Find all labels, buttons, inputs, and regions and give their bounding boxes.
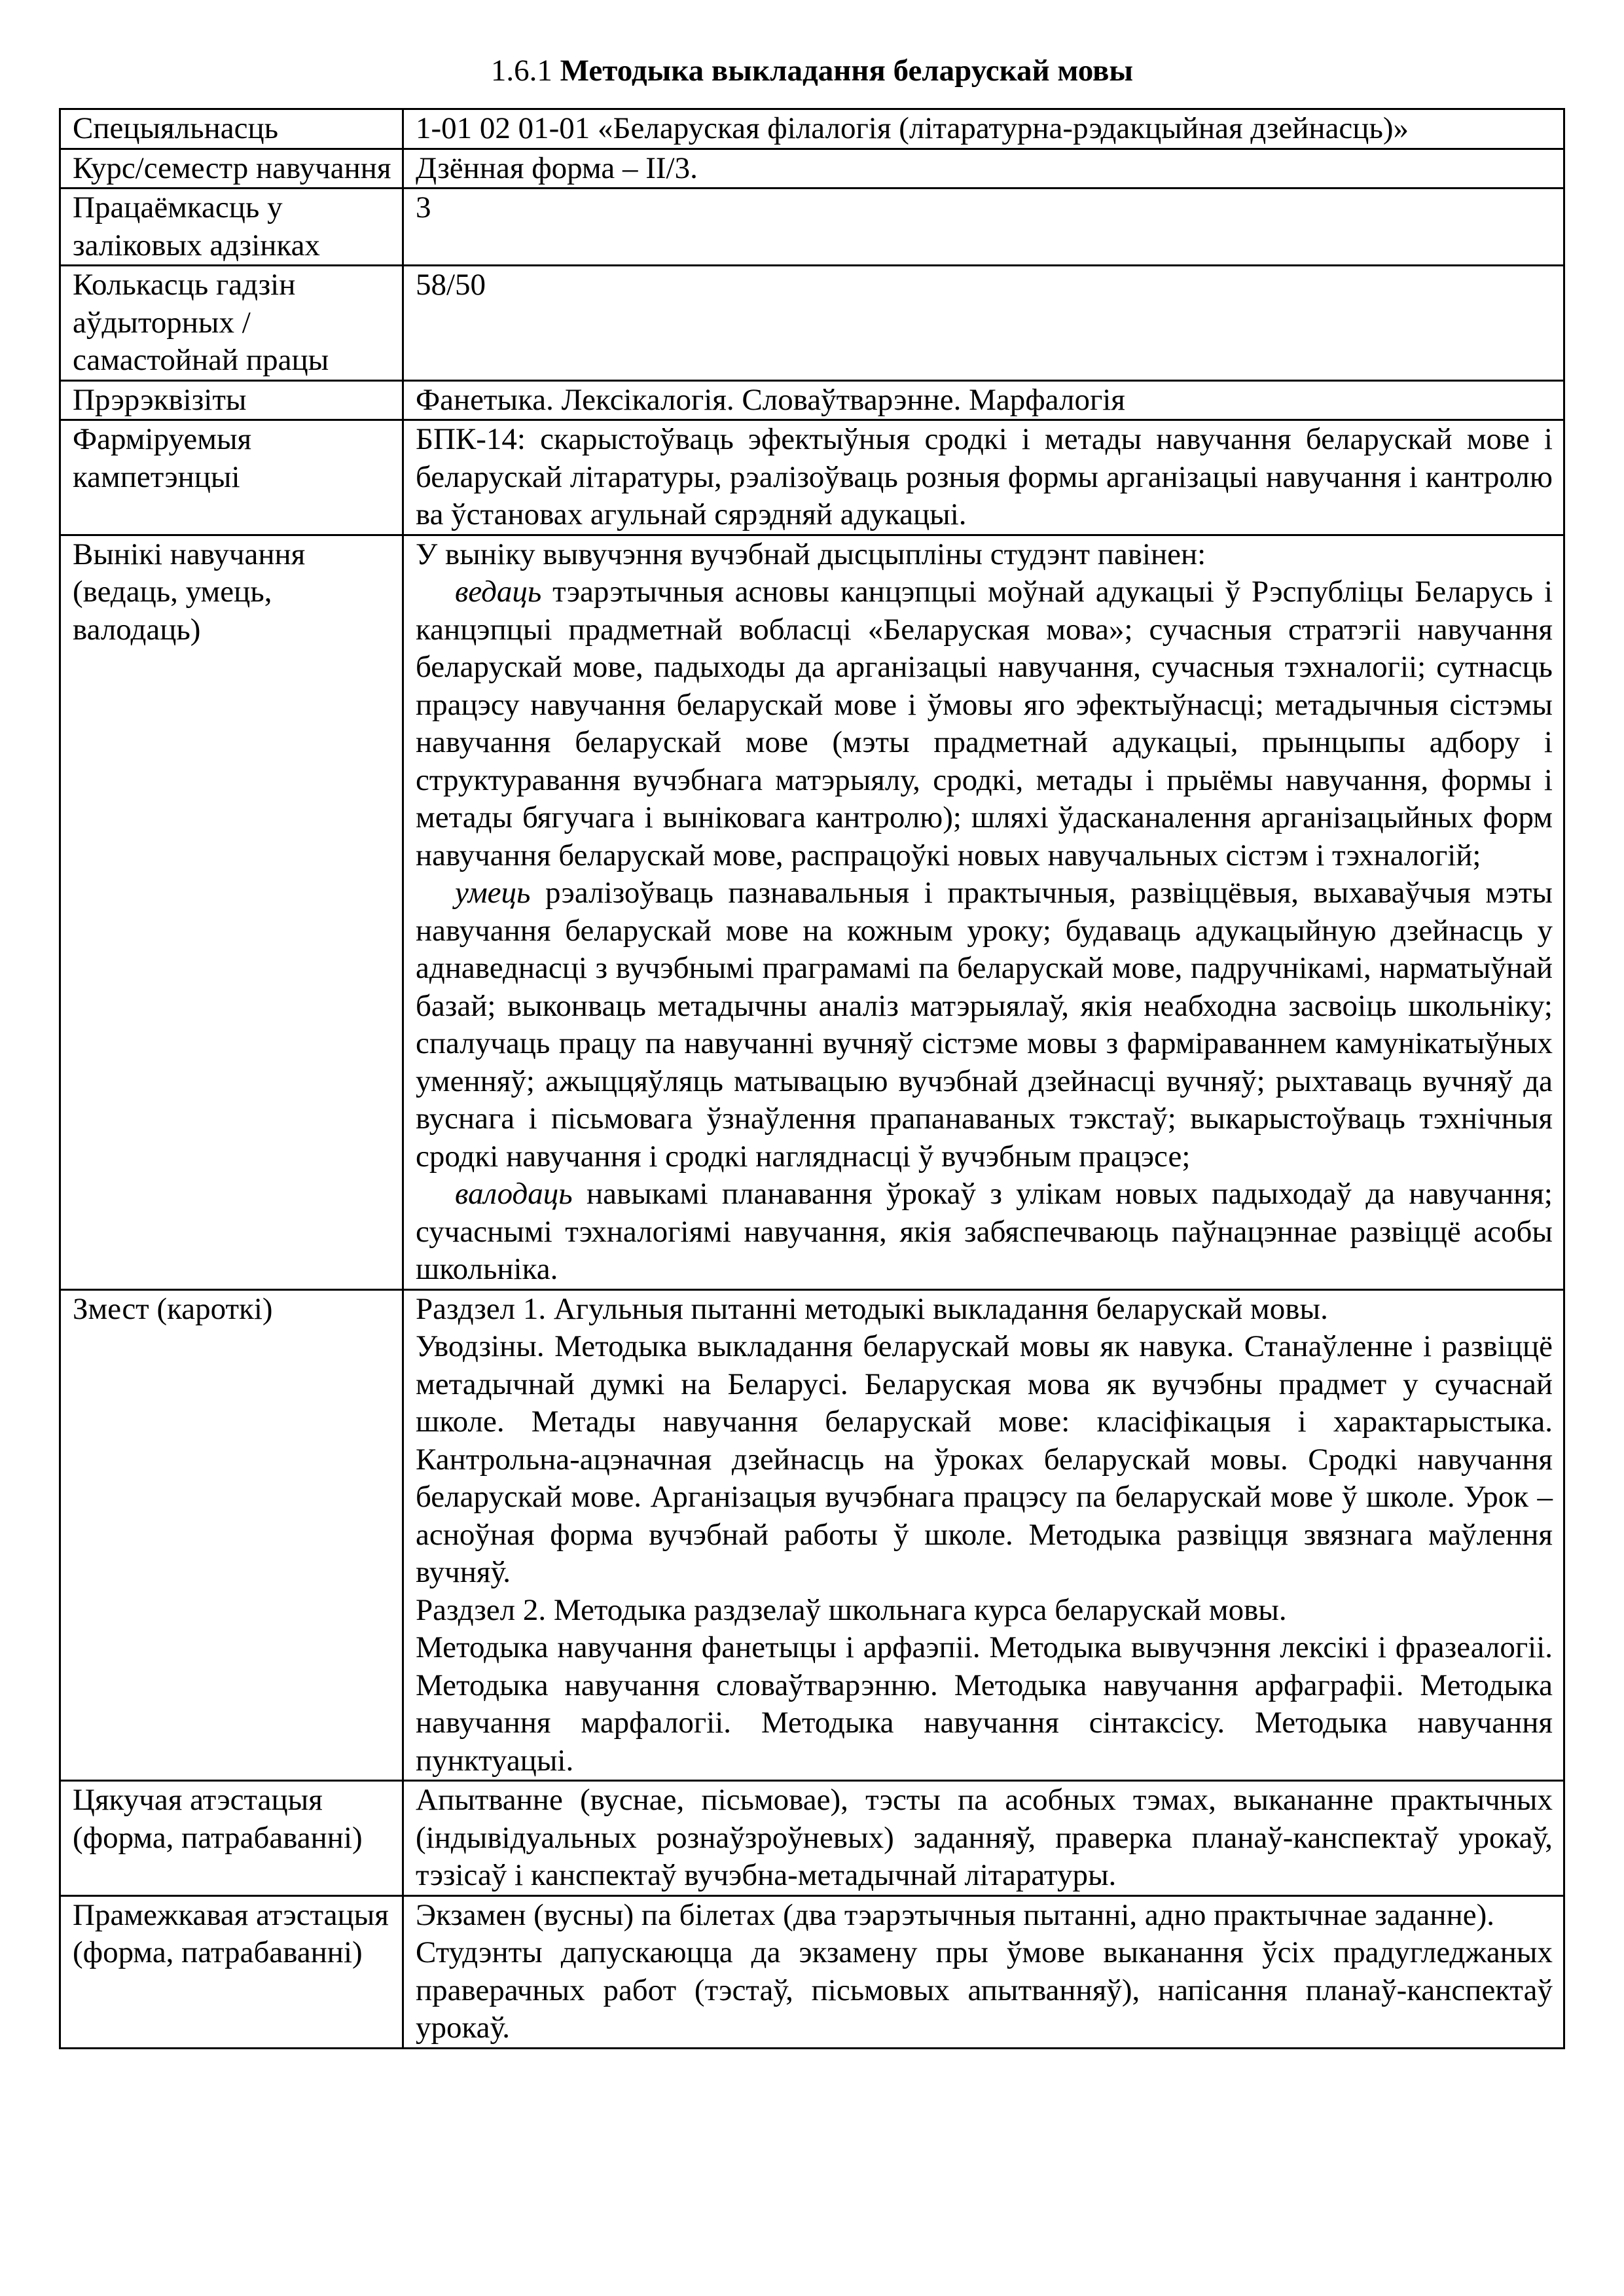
credits-value: 3 (403, 188, 1564, 266)
document-title (0, 51, 1624, 90)
table-row (60, 188, 1564, 266)
specialty-label: Спецыяльнасць (60, 109, 403, 149)
interim-assessment-line1: Экзамен (вусны) па білетах (два тэарэтычныя пытанні, адно практычнае заданне). (416, 1897, 1494, 1932)
contents-label: Змест (кароткі) (60, 1289, 403, 1781)
interim-assessment-line2: Студэнты дапускаюцца да экзамену пры ўмове выканання ўсіх прадугледжаных праверачных работ (тэстаў, пісьмовых апытванняў), напісання планаў-канспектаў урокаў. (416, 1935, 1553, 2045)
contents-cell (403, 1289, 1564, 1781)
current-assessment-label: Цякучая атэстацыя (форма, патрабаванні) (60, 1781, 403, 1896)
competencies-cell (403, 420, 1564, 535)
competencies-value: БПК-14: скарыстоўваць эфектыўныя сродкі і метады навучання беларускай мове і беларускай літаратуры, рэалізоўваць розныя формы арганізацыі навучання і кантролю ва ўстановах агульнай сярэдняй адукацыі. (416, 422, 1553, 531)
table-row (60, 420, 1564, 535)
specialty-value: 1-01 02 01-01 «Беларуская філалогія (літаратурна-рэдакцыйная дзейнасць)» (403, 109, 1564, 149)
table-row (60, 149, 1564, 188)
outcomes-cell (403, 535, 1564, 1289)
prerequisites-value: Фанетыка. Лексікалогія. Словаўтварэнне. Марфалогія (403, 380, 1564, 420)
table-row (60, 1895, 1564, 2048)
table-row (60, 380, 1564, 420)
can-keyword: умець (455, 876, 531, 910)
section2-text: Методыка навучання фанетыцы і арфаэпіі. Методыка вывучэння лексікі і фразеалогіі. Методыка навучання словаўтварэнню. Методыка навучання арфаграфіі. Методыка навучання марфалогіі. Методыка навучання сінтаксісу. Методыка навучання пунктуацыі. (416, 1630, 1553, 1778)
know-keyword: ведаць (455, 575, 542, 609)
section-number: 1.6.1 (490, 54, 552, 88)
current-assessment-cell (403, 1781, 1564, 1896)
table-row (60, 1781, 1564, 1896)
interim-assessment-cell (403, 1895, 1564, 2048)
outcomes-know (416, 573, 1553, 874)
hours-value: 58/50 (403, 266, 1564, 381)
section2-title: Раздзел 2. Методыка раздзелаў школьнага курса беларускай мовы. (416, 1592, 1287, 1627)
current-assessment-value: Апытванне (вуснае, пісьмовае), тэсты па асобных тэмах, выкананне практычных (індывідуальных рознаўзроўневых) заданняў, праверка планаў-канспектаў урокаў, тэзісаў і канспектаў вучэбна-метадычнай літаратуры. (416, 1783, 1553, 1892)
credits-label: Працаёмкасць у заліковых адзінках (60, 188, 403, 266)
course-value: Дзённая форма – II/3. (403, 149, 1564, 188)
can-text: рэалізоўваць пазнавальныя і практычныя, развіццёвыя, выхаваўчыя мэты навучання беларускай мове на кожным уроку; будаваць адукацыйную дзейнасць у аднаведнасці з вучэбнымі праграмамі па беларускай мове, падручнікамі, нарматыўнай базай; выконваць метадычны аналіз матэрыялаў, якія неабходна засвоіць школьніку; спалучаць працу па навучанні вучняў сістэме мовы з фарміраваннем камунікатыўных уменняў; ажыццяўляць матывацыю вучэбнай дзейнасці вучняў; рыхтаваць вучняў да вуснага і пісьмовага ўзнаўлення прапанаваных тэкстаў; выкарыстоўваць тэхнічныя сродкі навучання і сродкі нагляднасці ў вучэбным працэсе; (416, 876, 1553, 1174)
section1-title: Раздзел 1. Агульныя пытанні методыкі выкладання беларускай мовы. (416, 1291, 1328, 1326)
course-label: Курс/семестр навучання (60, 149, 403, 188)
table-row (60, 109, 1564, 149)
own-text: навыкамі планавання ўрокаў з улікам новых падыходаў да навучання; сучаснымі тэхналогіямі навучання, якія забяспечваюць паўнацэннае развіццё асобы школьніка. (416, 1177, 1553, 1286)
course-info-table (59, 108, 1565, 2049)
hours-label: Колькасць гадзін аўдыторных / самастойнай працы (60, 266, 403, 381)
own-keyword: валодаць (455, 1177, 573, 1211)
course-title: Методыка выкладання беларускай мовы (560, 54, 1134, 88)
interim-assessment-label: Прамежкавая атэстацыя (форма, патрабаванні) (60, 1895, 403, 2048)
table-row (60, 1289, 1564, 1781)
know-text: тэарэтычныя асновы канцэпцыі моўнай адукацыі ў Рэспубліцы Беларусь і канцэпцыі прадметнай вобласці «Беларуская мова»; сучасныя стратэгіі навучання беларускай мове, падыходы да арганізацыі навучання, сучасныя тэхналогіі; сутнасць працэсу навучання беларускай мове і ўмовы яго эфектыўнасці; метадычныя сістэмы навучання беларускай мове (мэты прадметнай адукацыі, прынцыпы адбору і структуравання вучэбнага матэрыялу, сродкі, метады і прыёмы навучання, формы і метады бягучага і выніковага кантролю); шляхі ўдасканалення арганізацыйных форм навучання беларускай мове, распрацоўкі новых навучальных сістэм і тэхналогій; (416, 575, 1553, 872)
outcomes-intro: У выніку вывучэння вучэбнай дысцыпліны студэнт павінен: (416, 537, 1206, 571)
section1-text: Уводзіны. Методыка выкладання беларускай мовы як навука. Станаўленне і развіццё метадычнай думкі на Беларусі. Беларуская мова як вучэбны прадмет у сучаснай школе. Метады навучання беларускай мове: класіфікацыя і характарыстыка. Кантрольна-ацэначная дзейнасць на ўроках беларускай мовы. Сродкі навучання беларускай мове. Арганізацыя вучэбнага працэсу па беларускай мове ў школе. Урок – асноўная форма вучэбнай работы ў школе. Методыка развіцця звязнага маўлення вучняў. (416, 1329, 1553, 1589)
prerequisites-label: Прэрэквізіты (60, 380, 403, 420)
table-row (60, 535, 1564, 1289)
outcomes-label: Вынікі навучання (ведаць, умець, валодаць) (60, 535, 403, 1289)
competencies-label: Фарміруемыя кампетэнцыі (60, 420, 403, 535)
table-row (60, 266, 1564, 381)
outcomes-own (416, 1175, 1553, 1289)
outcomes-can (416, 874, 1553, 1175)
